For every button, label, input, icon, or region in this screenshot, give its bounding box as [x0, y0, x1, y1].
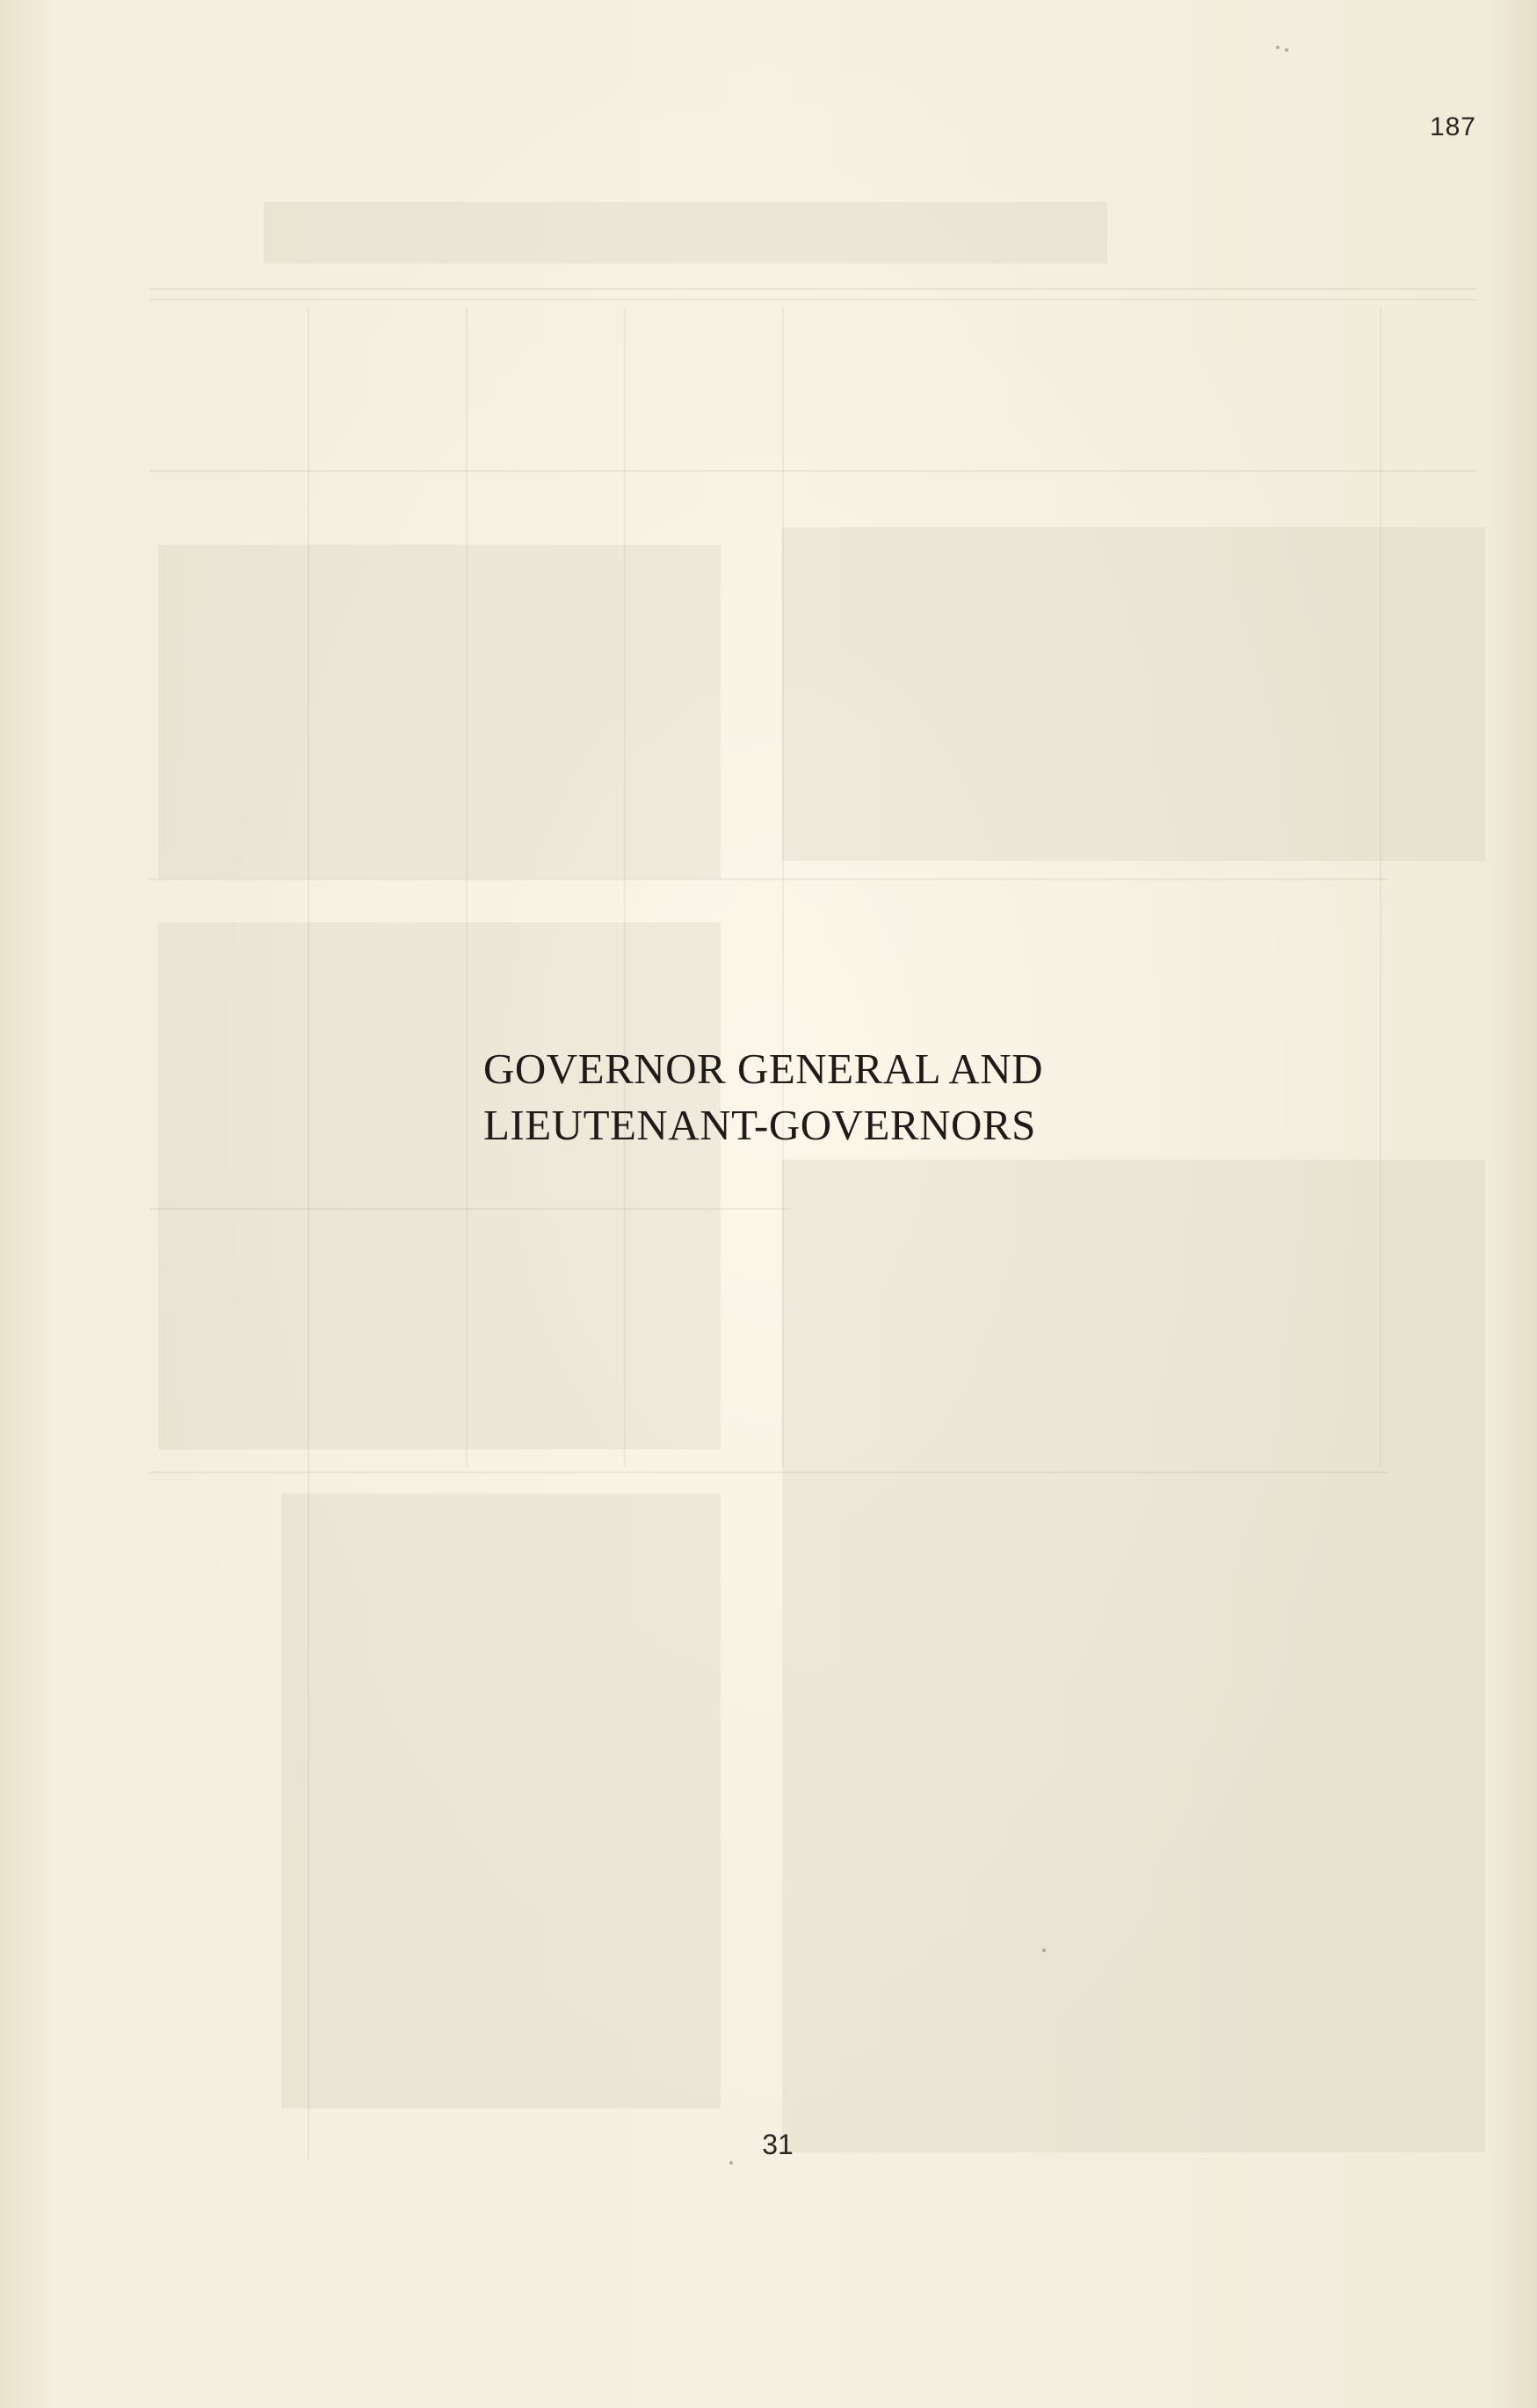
bleed-through-shade: [264, 202, 1107, 264]
bleed-through-shade: [782, 1160, 1485, 2152]
bleed-through-rule: [149, 288, 1476, 290]
ink-speck: [729, 2161, 733, 2165]
bleed-through-shade: [782, 527, 1485, 861]
ink-speck: [1276, 46, 1280, 49]
bleed-through-shade: [158, 922, 721, 1450]
page-number-bottom: 31: [762, 2129, 794, 2160]
ink-speck: [1042, 1949, 1046, 1952]
page-number-top: 187: [1429, 112, 1476, 141]
section-title-line-1: GOVERNOR GENERAL AND: [483, 1045, 1043, 1093]
bleed-through-rule: [149, 879, 1388, 880]
bleed-through-rule: [149, 470, 1476, 472]
ink-speck: [1285, 48, 1288, 52]
bleed-through-shade: [158, 545, 721, 879]
section-title-line-2: LIEUTENANT-GOVERNORS: [483, 1101, 1036, 1149]
bleed-through-rule: [149, 299, 1476, 300]
bleed-through-shade: [281, 1493, 721, 2108]
section-title: [483, 1041, 1116, 1153]
